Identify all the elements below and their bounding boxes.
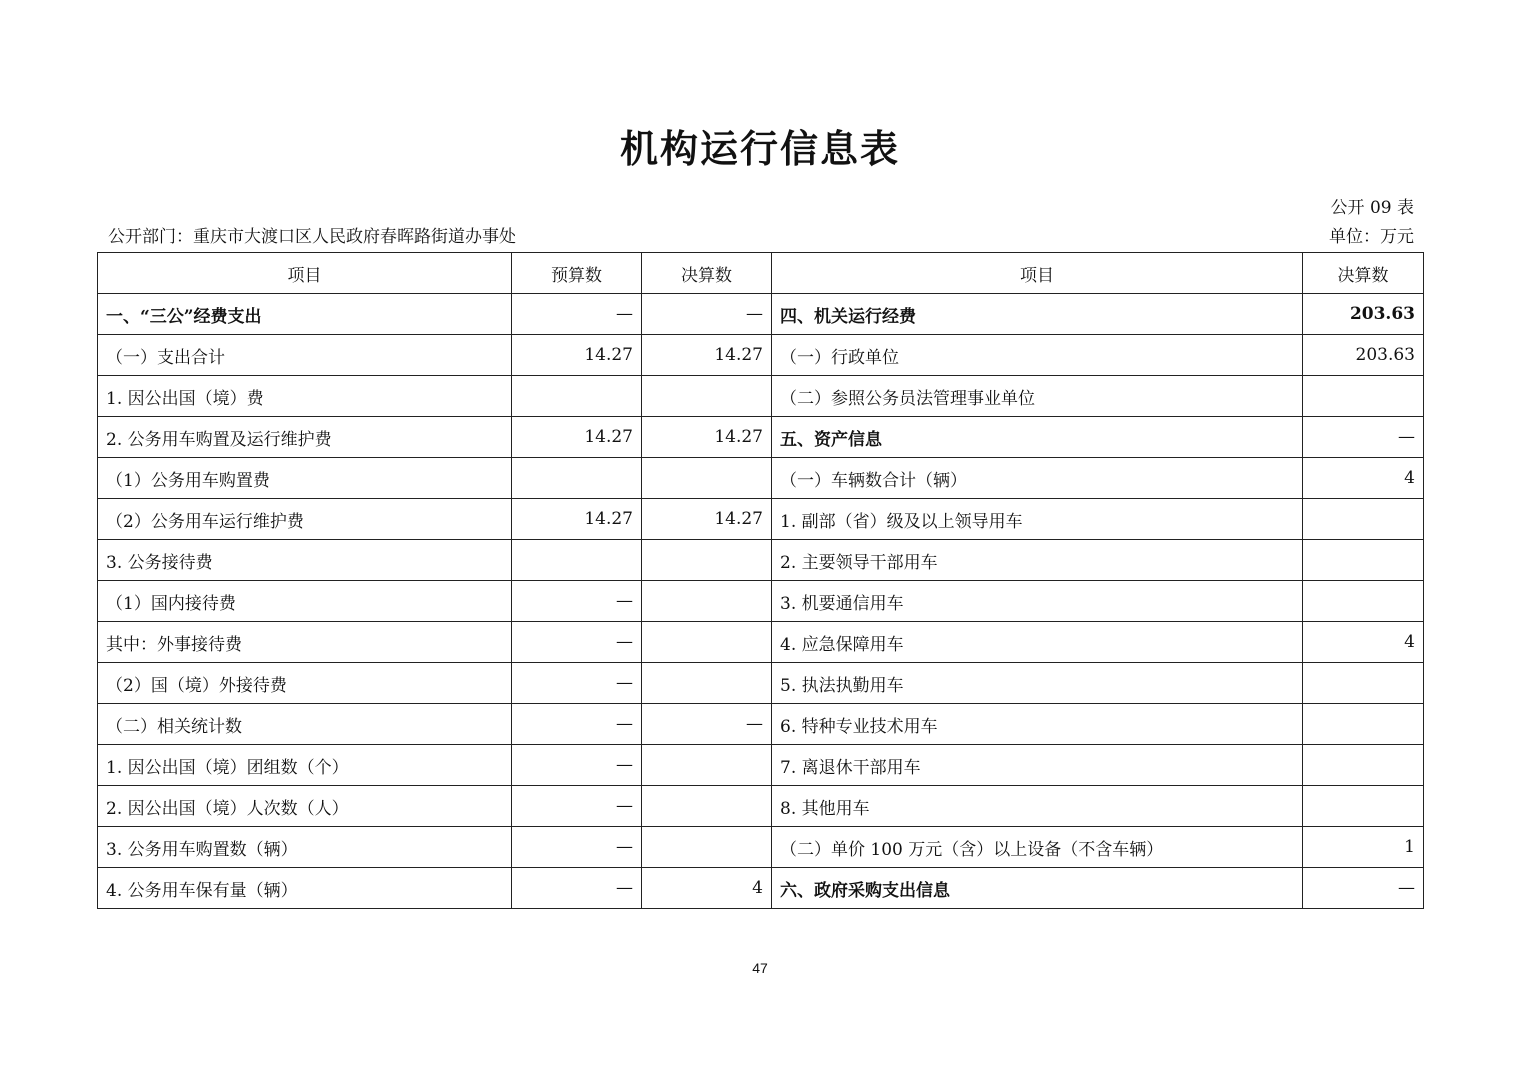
table-row xyxy=(98,663,1424,704)
final-value xyxy=(642,622,772,663)
final-value xyxy=(642,581,772,622)
budget-value: — xyxy=(512,745,642,786)
left-item-label: 一、“三公”经费支出 xyxy=(98,294,512,335)
final-value xyxy=(642,376,772,417)
budget-value: — xyxy=(512,663,642,704)
budget-value: 14.27 xyxy=(512,417,642,458)
left-item-label: 1. 因公出国（境）费 xyxy=(98,376,512,417)
right-final-value: 1 xyxy=(1303,827,1424,868)
final-value xyxy=(642,827,772,868)
left-item-label: 2. 公务用车购置及运行维护费 xyxy=(98,417,512,458)
final-value xyxy=(642,540,772,581)
right-final-value xyxy=(1303,376,1424,417)
left-item-label: （1）国内接待费 xyxy=(98,581,512,622)
right-item-label: （二）单价 100 万元（含）以上设备（不含车辆） xyxy=(772,827,1303,868)
right-final-value: 203.63 xyxy=(1303,335,1424,376)
header-final: 决算数 xyxy=(642,253,772,294)
budget-value xyxy=(512,458,642,499)
table-row xyxy=(98,581,1424,622)
budget-value xyxy=(512,540,642,581)
left-item-label: 1. 因公出国（境）团组数（个） xyxy=(98,745,512,786)
table-row xyxy=(98,540,1424,581)
budget-value: — xyxy=(512,868,642,909)
table-row xyxy=(98,294,1424,335)
info-table xyxy=(97,252,1424,909)
table-row xyxy=(98,704,1424,745)
final-value xyxy=(642,786,772,827)
table-number: 公开 09 表 xyxy=(1330,198,1414,218)
right-item-label: 6. 特种专业技术用车 xyxy=(772,704,1303,745)
right-item-label: 7. 离退休干部用车 xyxy=(772,745,1303,786)
left-item-label: 3. 公务用车购置数（辆） xyxy=(98,827,512,868)
left-item-label: （2）公务用车运行维护费 xyxy=(98,499,512,540)
table-row xyxy=(98,417,1424,458)
table-row xyxy=(98,745,1424,786)
budget-value: — xyxy=(512,294,642,335)
table-row xyxy=(98,827,1424,868)
final-value: — xyxy=(642,294,772,335)
left-item-label: 3. 公务接待费 xyxy=(98,540,512,581)
right-final-value: — xyxy=(1303,868,1424,909)
final-value: 4 xyxy=(642,868,772,909)
right-final-value xyxy=(1303,540,1424,581)
budget-value: — xyxy=(512,786,642,827)
left-item-label: （二）相关统计数 xyxy=(98,704,512,745)
header-right-final: 决算数 xyxy=(1303,253,1424,294)
right-item-label: （一）行政单位 xyxy=(772,335,1303,376)
right-item-label: 六、政府采购支出信息 xyxy=(772,868,1303,909)
table-row xyxy=(98,458,1424,499)
header-budget: 预算数 xyxy=(512,253,642,294)
budget-value: — xyxy=(512,704,642,745)
left-item-label: （2）国（境）外接待费 xyxy=(98,663,512,704)
right-final-value xyxy=(1303,581,1424,622)
right-item-label: 2. 主要领导干部用车 xyxy=(772,540,1303,581)
final-value: 14.27 xyxy=(642,499,772,540)
right-final-value xyxy=(1303,745,1424,786)
right-final-value: 203.63 xyxy=(1303,294,1424,335)
left-item-label: 其中：外事接待费 xyxy=(98,622,512,663)
left-item-label: 4. 公务用车保有量（辆） xyxy=(98,868,512,909)
table-row xyxy=(98,376,1424,417)
table-row xyxy=(98,499,1424,540)
right-item-label: 五、资产信息 xyxy=(772,417,1303,458)
right-item-label: 4. 应急保障用车 xyxy=(772,622,1303,663)
right-final-value: 4 xyxy=(1303,458,1424,499)
table-row xyxy=(98,335,1424,376)
final-value: — xyxy=(642,704,772,745)
right-item-label: 8. 其他用车 xyxy=(772,786,1303,827)
right-final-value xyxy=(1303,499,1424,540)
budget-value: — xyxy=(512,827,642,868)
right-final-value xyxy=(1303,786,1424,827)
right-item-label: 3. 机要通信用车 xyxy=(772,581,1303,622)
left-item-label: 2. 因公出国（境）人次数（人） xyxy=(98,786,512,827)
header-left-item: 项目 xyxy=(98,253,512,294)
right-item-label: 5. 执法执勤用车 xyxy=(772,663,1303,704)
final-value xyxy=(642,458,772,499)
budget-value: — xyxy=(512,581,642,622)
left-item-label: （一）支出合计 xyxy=(98,335,512,376)
right-final-value: — xyxy=(1303,417,1424,458)
page-number: 47 xyxy=(752,960,768,976)
table-header-row xyxy=(98,253,1424,294)
table-row xyxy=(98,622,1424,663)
department-label: 公开部门：重庆市大渡口区人民政府春晖路街道办事处 xyxy=(108,227,516,247)
budget-value: 14.27 xyxy=(512,499,642,540)
budget-value: 14.27 xyxy=(512,335,642,376)
final-value: 14.27 xyxy=(642,417,772,458)
right-item-label: 四、机关运行经费 xyxy=(772,294,1303,335)
header-right-item: 项目 xyxy=(772,253,1303,294)
left-item-label: （1）公务用车购置费 xyxy=(98,458,512,499)
final-value: 14.27 xyxy=(642,335,772,376)
budget-value: — xyxy=(512,622,642,663)
budget-value xyxy=(512,376,642,417)
right-item-label: （一）车辆数合计（辆） xyxy=(772,458,1303,499)
final-value xyxy=(642,745,772,786)
right-final-value xyxy=(1303,663,1424,704)
unit-label: 单位：万元 xyxy=(1329,227,1414,247)
right-final-value: 4 xyxy=(1303,622,1424,663)
right-item-label: 1. 副部（省）级及以上领导用车 xyxy=(772,499,1303,540)
right-final-value xyxy=(1303,704,1424,745)
right-item-label: （二）参照公务员法管理事业单位 xyxy=(772,376,1303,417)
page-title: 机构运行信息表 xyxy=(619,127,900,171)
final-value xyxy=(642,663,772,704)
table-row xyxy=(98,868,1424,909)
table-row xyxy=(98,786,1424,827)
